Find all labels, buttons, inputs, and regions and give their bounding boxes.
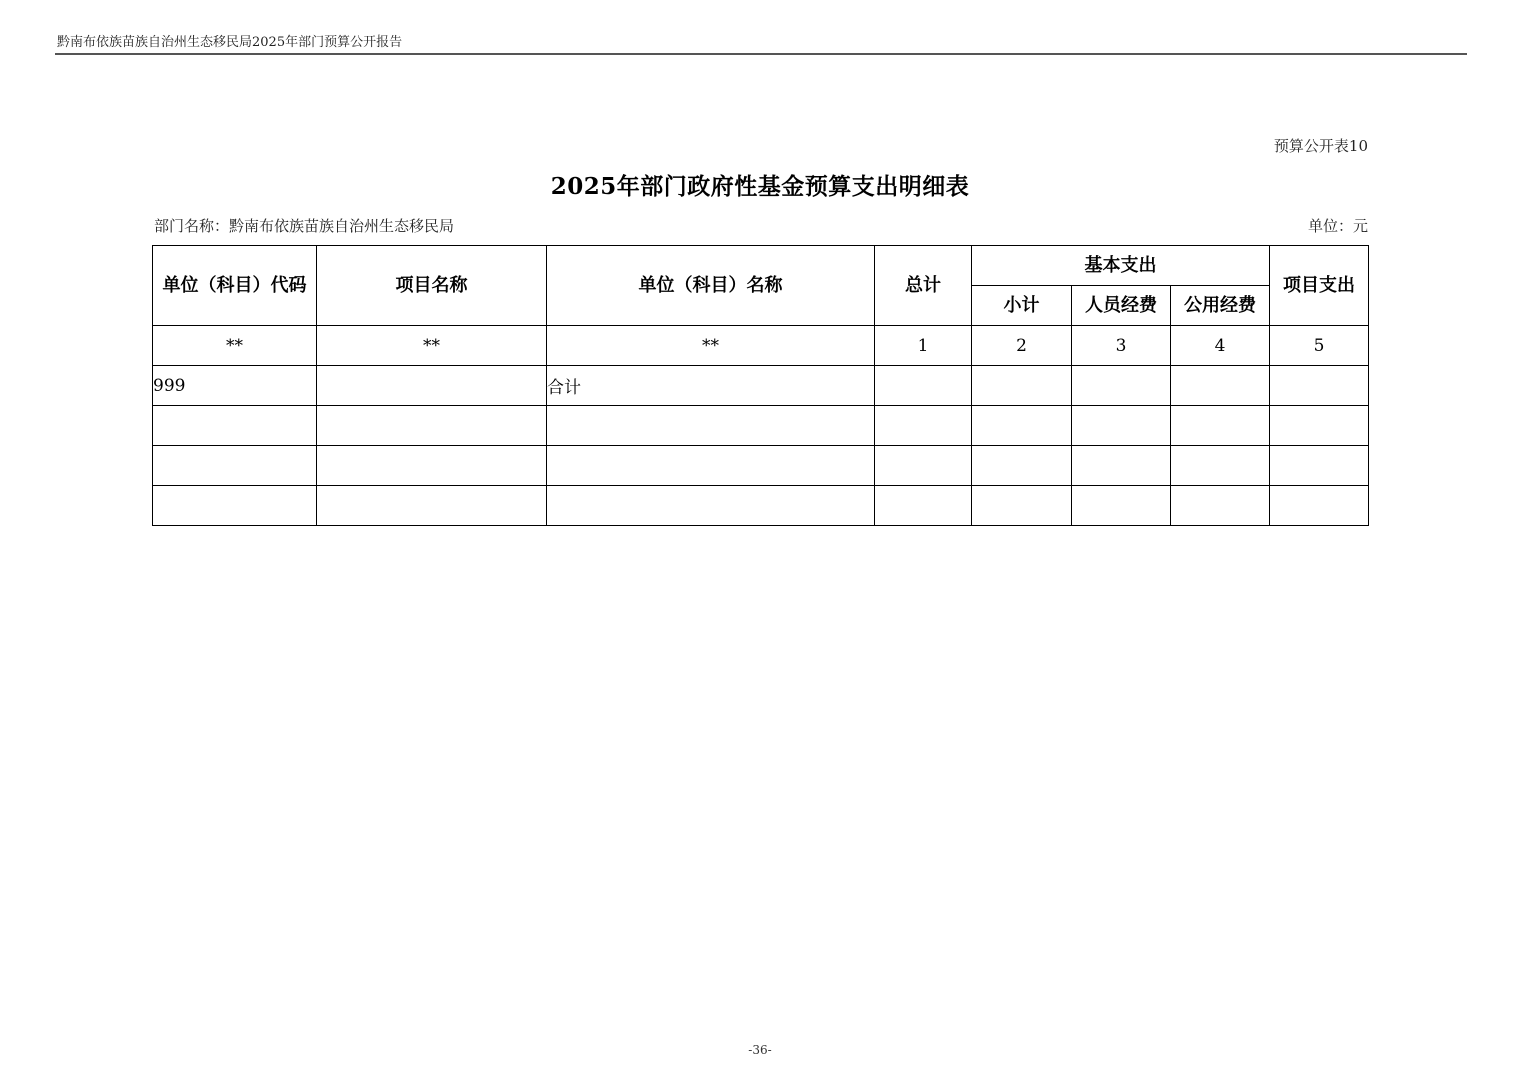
index-row [153,326,1369,366]
table-cell [153,446,317,486]
department-name: 部门名称：黔南布依族苗族自治州生态移民局 [154,217,455,235]
table-row [153,486,1369,526]
table-cell [1171,406,1270,446]
table-cell [1072,446,1171,486]
table-cell [317,406,547,446]
table-cell: 3 [1072,326,1171,366]
header-personnel: 人员经费 [1072,286,1171,326]
currency-unit: 单位：元 [1307,217,1368,235]
table-cell: 1 [875,326,972,366]
header-code: 单位（科目）代码 [153,246,317,326]
table-cell [972,406,1072,446]
table-cell: 4 [1171,326,1270,366]
table-cell: 999 [153,366,317,406]
running-header: 黔南布依族苗族自治州生态移民局2025年部门预算公开报告 [57,35,403,50]
table-cell [317,366,547,406]
table-cell [972,366,1072,406]
table-cell [317,446,547,486]
table-cell [875,446,972,486]
table-cell: 2 [972,326,1072,366]
table-row [153,366,1369,406]
table-number: 预算公开表10 [1273,137,1368,155]
table-cell [1171,446,1270,486]
table-cell [153,406,317,446]
table-cell [875,486,972,526]
table-cell [317,486,547,526]
header-project-name: 项目名称 [317,246,547,326]
table-title: 2025年部门政府性基金预算支出明细表 [550,173,970,200]
header-public: 公用经费 [1171,286,1270,326]
table-row [153,446,1369,486]
table-cell [875,406,972,446]
table-cell [1270,486,1369,526]
page-number: -36- [748,1043,772,1057]
table-cell [1270,446,1369,486]
table-cell: ** [153,326,317,366]
table-cell [972,486,1072,526]
header-project-expenditure: 项目支出 [1270,246,1369,326]
table-cell: ** [547,326,875,366]
budget-table [152,245,1369,526]
table-cell [972,446,1072,486]
table-cell [1072,366,1171,406]
header-subtotal: 小计 [972,286,1072,326]
table-cell: 5 [1270,326,1369,366]
table-cell [1171,366,1270,406]
table-cell [1270,366,1369,406]
header-unit-name: 单位（科目）名称 [547,246,875,326]
table-cell [547,406,875,446]
header-total: 总计 [875,246,972,326]
table-cell [547,486,875,526]
header-basic-expenditure: 基本支出 [972,246,1270,286]
table-cell [153,486,317,526]
table-cell [1072,406,1171,446]
table-cell: ** [317,326,547,366]
table-row [153,406,1369,446]
table-cell: 合计 [547,366,875,406]
table-cell [547,446,875,486]
table-cell [875,366,972,406]
table-cell [1270,406,1369,446]
table-cell [1171,486,1270,526]
table-cell [1072,486,1171,526]
header-rule [55,53,1467,55]
